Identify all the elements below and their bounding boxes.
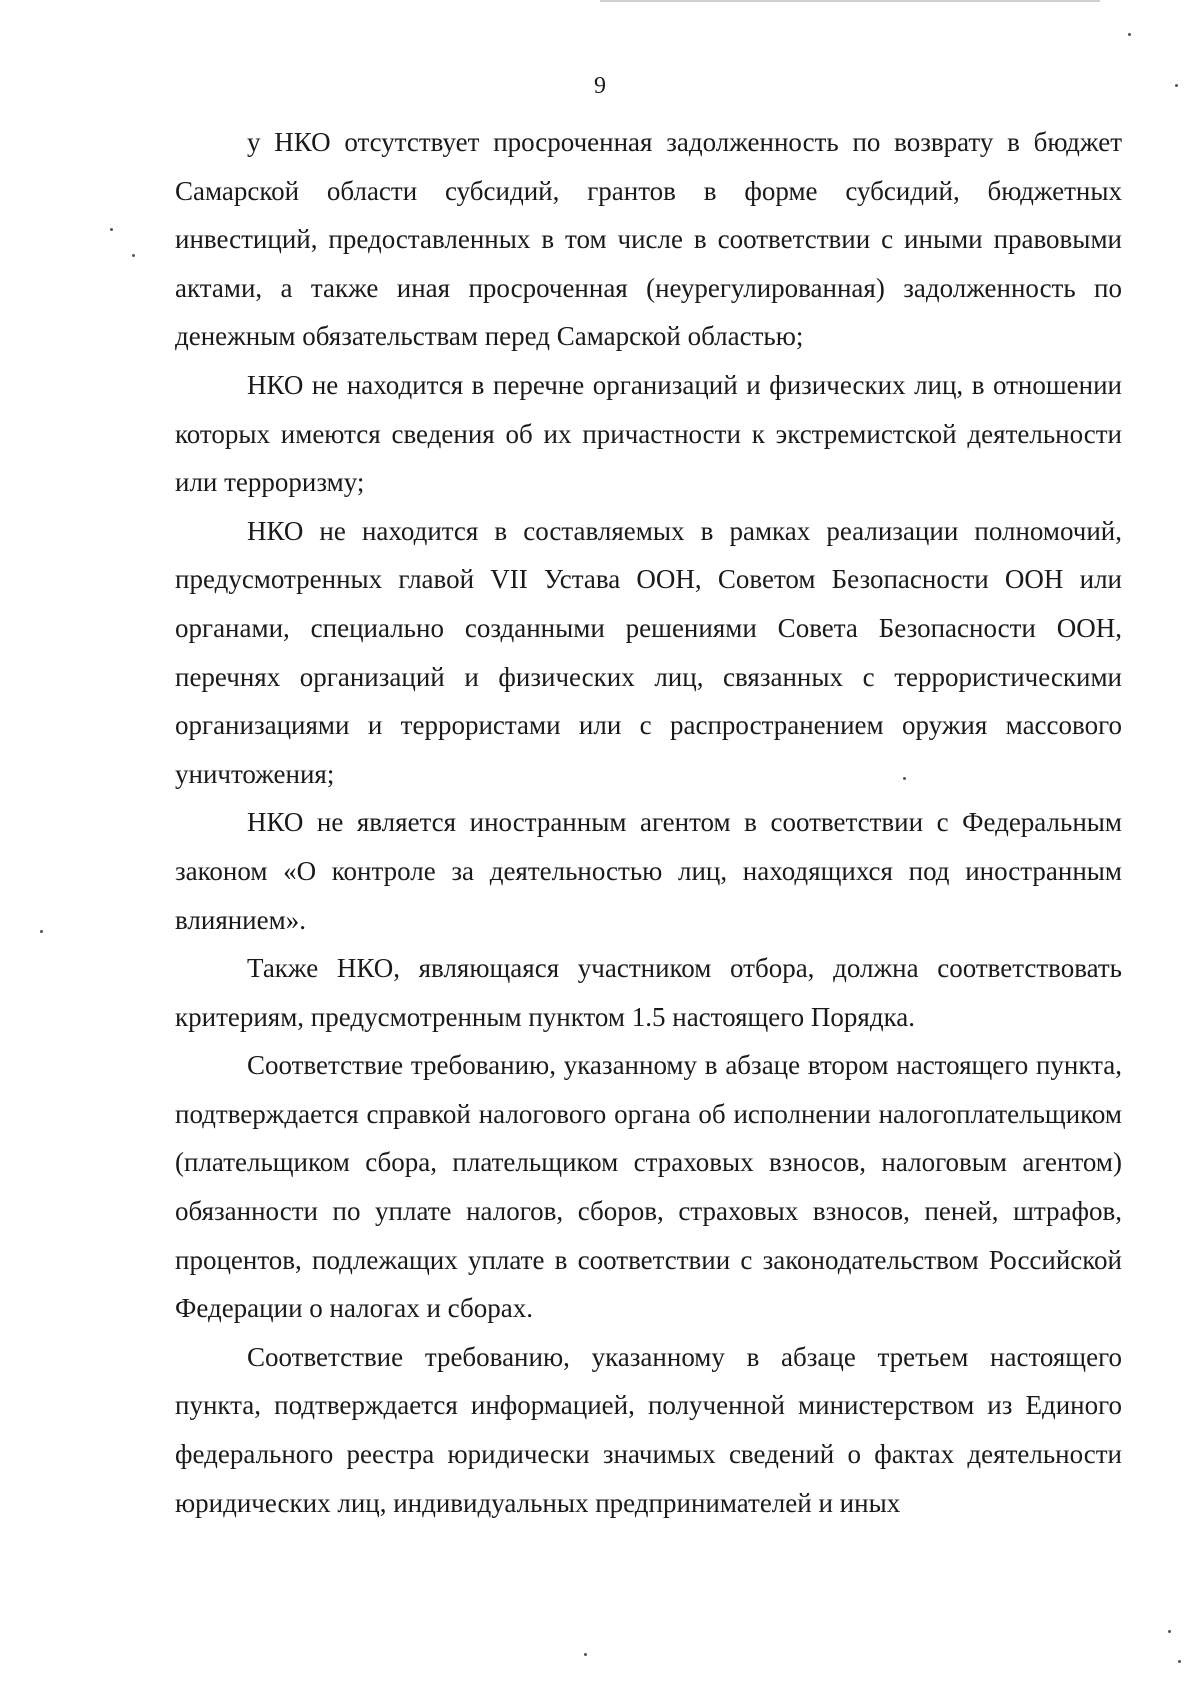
scan-speck [1168,1630,1171,1633]
paragraph-debt: у НКО отсутствует просроченная задолженность по возврату в бюджет Самарской области субсидий, грантов в форме субсидий, бюджетных инвестиций, предоставленных в том числе в соответствии с иными правовыми актами, а также иная просроченная (неурегулированная) задолженность по денежным обязательствам перед Самарской областью; [175,127,1122,352]
scan-speck [110,228,113,231]
paragraph-un-lists: НКО не находится в составляемых в рамках реализации полномочий, предусмотренных главой VII Устава ООН, Советом Безопасности ООН или органами, специально созданными решениями Совета Безопасности ООН, перечнях организаций и физических лиц, связанных с террористическими организациями и террористами или с распространением оружия массового уничтожения; [175,515,1122,789]
scan-speck [40,930,43,933]
scan-speck [1128,33,1131,36]
paragraph-criteria: Также НКО, являющаяся участником отбора, должна соответствовать критериям, предусмотренным пунктом 1.5 настоящего Порядка. [175,953,1122,1032]
scan-speck [132,254,135,257]
paragraph-extremism-list: НКО не находится в перечне организаций и физических лиц, в отношении которых имеются сведения об их причастности к экстремистской деятельности или терроризму; [175,369,1122,498]
paragraph-foreign-agent: НКО не является иностранным агентом в соответствии с Федеральным законом «О контроле за деятельностью лиц, находящихся под иностранным влиянием». [175,807,1122,935]
scan-speck [584,1653,587,1656]
scan-speck [1178,1660,1181,1663]
scan-top-edge [600,0,1100,2]
scan-speck [903,777,906,780]
paragraph-registry-info: Соответствие требованию, указанному в абзаце третьем настоящего пункта, подтверждается информацией, полученной министерством из Единого федерального реестра юридически значимых сведений о фактах деятельности юридических лиц, индивидуальных предпринимателей и иных [175,1341,1122,1518]
scan-speck [1175,84,1178,87]
paragraph-tax-certificate: Соответствие требованию, указанному в абзаце втором настоящего пункта, подтверждается справкой налогового органа об исполнении налогоплательщиком (плательщиком сбора, плательщиком страховых взносов, налоговым агентом) обязанности по уплате налогов, сборов, страховых взносов, пеней, штрафов, процентов, подлежащих уплате в соответствии с законодательством Российской Федерации о налогах и сборах. [175,1050,1122,1324]
page-number: 9 [594,73,606,99]
document-body [175,118,1122,1527]
